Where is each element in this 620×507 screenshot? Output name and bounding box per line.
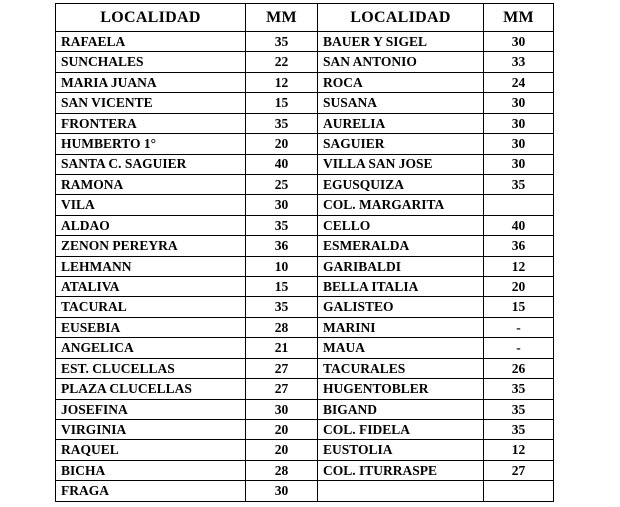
locality-cell: SUSANA xyxy=(318,93,484,113)
column-header-localidad-right: LOCALIDAD xyxy=(318,4,484,32)
mm-cell xyxy=(484,481,554,502)
mm-cell: 35 xyxy=(484,174,554,194)
locality-cell: TACURALES xyxy=(318,358,484,378)
table-row xyxy=(56,236,554,256)
locality-cell: VILLA SAN JOSE xyxy=(318,154,484,174)
locality-cell: MARIA JUANA xyxy=(56,72,246,92)
mm-cell: 36 xyxy=(484,236,554,256)
locality-cell: GALISTEO xyxy=(318,297,484,317)
locality-cell: MAUA xyxy=(318,338,484,358)
mm-cell: - xyxy=(484,338,554,358)
mm-cell: - xyxy=(484,317,554,337)
mm-cell: 30 xyxy=(484,113,554,133)
locality-cell: ALDAO xyxy=(56,215,246,235)
locality-cell: LEHMANN xyxy=(56,256,246,276)
mm-cell: 30 xyxy=(246,399,318,419)
mm-cell: 12 xyxy=(484,440,554,460)
locality-cell: COL. ITURRASPE xyxy=(318,460,484,480)
mm-cell: 28 xyxy=(246,460,318,480)
table-row xyxy=(56,154,554,174)
locality-cell: SAN VICENTE xyxy=(56,93,246,113)
mm-cell: 15 xyxy=(484,297,554,317)
locality-cell: VIRGINIA xyxy=(56,420,246,440)
locality-cell: RAMONA xyxy=(56,174,246,194)
locality-cell: PLAZA CLUCELLAS xyxy=(56,379,246,399)
table-row xyxy=(56,420,554,440)
mm-cell: 36 xyxy=(246,236,318,256)
locality-cell: RAQUEL xyxy=(56,440,246,460)
table-body xyxy=(56,32,554,502)
table-row xyxy=(56,52,554,72)
locality-cell: HUMBERTO 1° xyxy=(56,134,246,154)
mm-cell: 35 xyxy=(246,113,318,133)
mm-cell: 20 xyxy=(484,277,554,297)
table-row xyxy=(56,317,554,337)
mm-cell: 27 xyxy=(484,460,554,480)
mm-cell xyxy=(484,195,554,215)
mm-cell: 30 xyxy=(484,93,554,113)
mm-cell: 25 xyxy=(246,174,318,194)
table-row xyxy=(56,399,554,419)
locality-cell: ATALIVA xyxy=(56,277,246,297)
mm-cell: 20 xyxy=(246,440,318,460)
mm-cell: 24 xyxy=(484,72,554,92)
locality-cell: COL. MARGARITA xyxy=(318,195,484,215)
locality-cell: BICHA xyxy=(56,460,246,480)
locality-cell: COL. FIDELA xyxy=(318,420,484,440)
locality-cell: ZENON PEREYRA xyxy=(56,236,246,256)
locality-cell: ANGELICA xyxy=(56,338,246,358)
table-row xyxy=(56,338,554,358)
locality-cell: SAGUIER xyxy=(318,134,484,154)
mm-cell: 27 xyxy=(246,358,318,378)
locality-cell: AURELIA xyxy=(318,113,484,133)
locality-cell: TACURAL xyxy=(56,297,246,317)
column-header-mm-left: MM xyxy=(246,4,318,32)
table-row xyxy=(56,379,554,399)
table-row xyxy=(56,32,554,52)
table-row xyxy=(56,195,554,215)
table-row xyxy=(56,215,554,235)
locality-cell: ROCA xyxy=(318,72,484,92)
mm-cell: 30 xyxy=(246,481,318,502)
locality-cell: MARINI xyxy=(318,317,484,337)
mm-cell: 35 xyxy=(246,32,318,52)
mm-cell: 30 xyxy=(484,154,554,174)
locality-cell: JOSEFINA xyxy=(56,399,246,419)
mm-cell: 30 xyxy=(484,134,554,154)
mm-cell: 40 xyxy=(246,154,318,174)
locality-cell: ESMERALDA xyxy=(318,236,484,256)
mm-cell: 35 xyxy=(246,215,318,235)
table-row xyxy=(56,277,554,297)
mm-cell: 20 xyxy=(246,134,318,154)
locality-cell: HUGENTOBLER xyxy=(318,379,484,399)
locality-cell: GARIBALDI xyxy=(318,256,484,276)
mm-cell: 28 xyxy=(246,317,318,337)
table-row xyxy=(56,440,554,460)
column-header-localidad-left: LOCALIDAD xyxy=(56,4,246,32)
mm-cell: 26 xyxy=(484,358,554,378)
mm-cell: 20 xyxy=(246,420,318,440)
column-header-mm-right: MM xyxy=(484,4,554,32)
mm-cell: 27 xyxy=(246,379,318,399)
table-row xyxy=(56,93,554,113)
locality-cell: RAFAELA xyxy=(56,32,246,52)
mm-cell: 15 xyxy=(246,93,318,113)
locality-cell: FRAGA xyxy=(56,481,246,502)
mm-cell: 15 xyxy=(246,277,318,297)
locality-cell: BAUER Y SIGEL xyxy=(318,32,484,52)
locality-cell: EST. CLUCELLAS xyxy=(56,358,246,378)
mm-cell: 40 xyxy=(484,215,554,235)
mm-cell: 30 xyxy=(246,195,318,215)
mm-cell: 35 xyxy=(484,399,554,419)
mm-cell: 12 xyxy=(484,256,554,276)
table-row xyxy=(56,358,554,378)
mm-cell: 35 xyxy=(246,297,318,317)
rainfall-table xyxy=(55,3,554,502)
table-row xyxy=(56,72,554,92)
mm-cell: 12 xyxy=(246,72,318,92)
mm-cell: 10 xyxy=(246,256,318,276)
locality-cell: EGUSQUIZA xyxy=(318,174,484,194)
table-row xyxy=(56,256,554,276)
mm-cell: 33 xyxy=(484,52,554,72)
locality-cell: FRONTERA xyxy=(56,113,246,133)
table-row xyxy=(56,174,554,194)
table-row xyxy=(56,297,554,317)
table-row xyxy=(56,481,554,502)
locality-cell: EUSTOLIA xyxy=(318,440,484,460)
table-row xyxy=(56,113,554,133)
locality-cell: BIGAND xyxy=(318,399,484,419)
locality-cell: CELLO xyxy=(318,215,484,235)
locality-cell: EUSEBIA xyxy=(56,317,246,337)
locality-cell: BELLA ITALIA xyxy=(318,277,484,297)
locality-cell: SAN ANTONIO xyxy=(318,52,484,72)
table-row xyxy=(56,460,554,480)
table-row xyxy=(56,134,554,154)
locality-cell: VILA xyxy=(56,195,246,215)
mm-cell: 22 xyxy=(246,52,318,72)
mm-cell: 35 xyxy=(484,420,554,440)
table-header-row xyxy=(56,4,554,32)
locality-cell xyxy=(318,481,484,502)
mm-cell: 21 xyxy=(246,338,318,358)
mm-cell: 35 xyxy=(484,379,554,399)
locality-cell: SANTA C. SAGUIER xyxy=(56,154,246,174)
locality-cell: SUNCHALES xyxy=(56,52,246,72)
mm-cell: 30 xyxy=(484,32,554,52)
